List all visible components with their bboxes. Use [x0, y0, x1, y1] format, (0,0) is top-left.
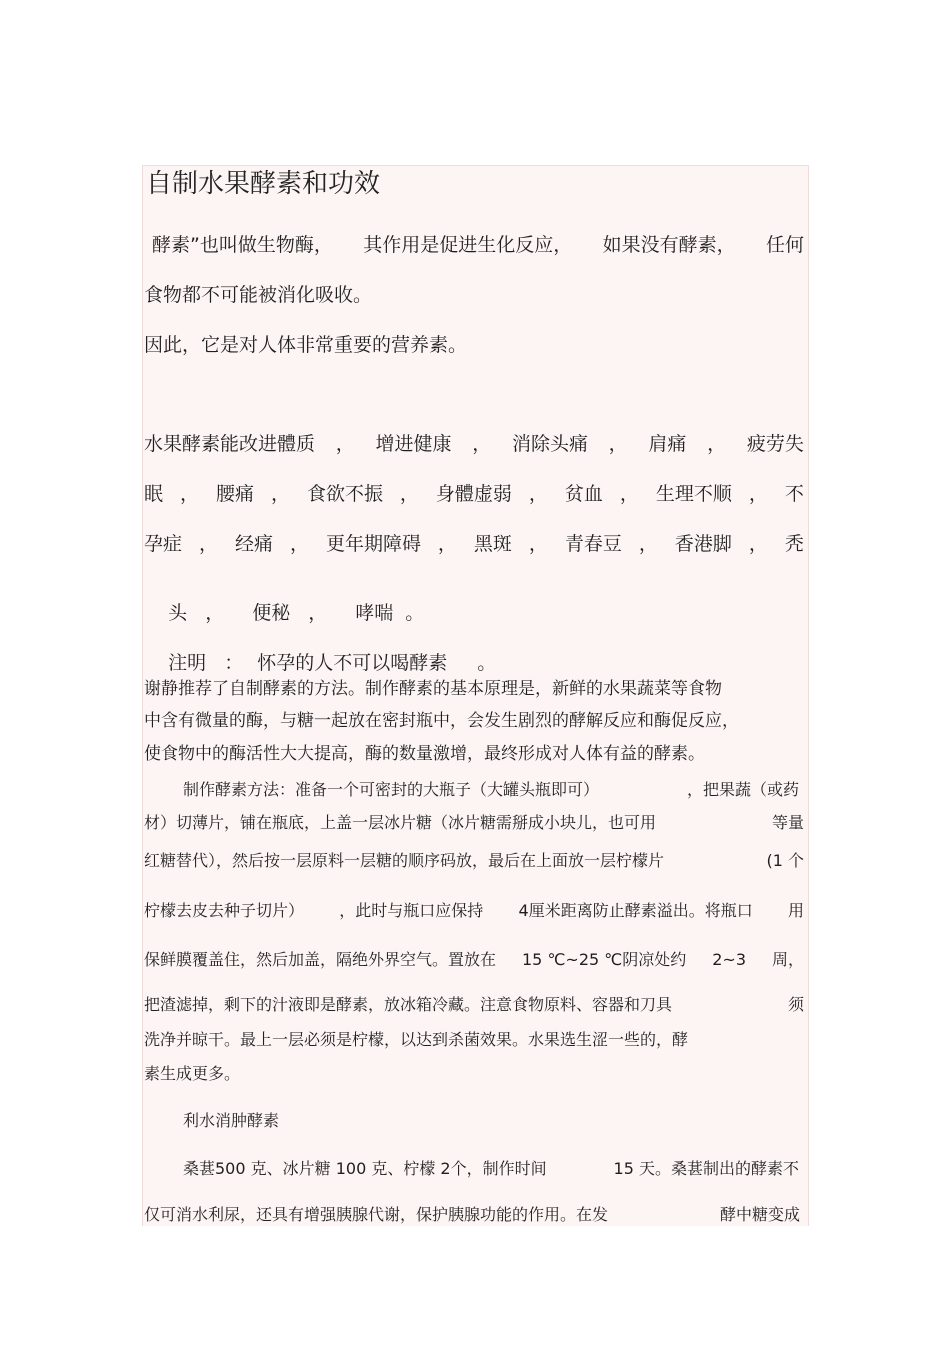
- method-text: 把渣滤掉，剩下的汁液即是酵素，放冰箱冷藏。注意食物原料、容器和刀具: [144, 995, 673, 1014]
- note-period: 。: [477, 652, 497, 674]
- intro-part: 酵素”也叫做生物酶，: [152, 234, 333, 256]
- method-line-8: 素生成更多。: [144, 1064, 241, 1083]
- benefit-term: 孕症: [144, 533, 183, 555]
- method-text: 保鲜膜覆盖住，然后加盖，隔绝外界空气。置放在: [144, 950, 497, 969]
- note-colon: ：: [224, 652, 244, 674]
- benefit-comma: ，: [707, 433, 727, 455]
- benefit-comma: ，: [748, 533, 768, 555]
- benefits-line-2: [144, 485, 804, 504]
- intro-part: 如果没有酵素，: [602, 234, 736, 256]
- benefit-comma: ，: [437, 533, 457, 555]
- principle-line-3: 使食物中的酶活性大大提高，酶的数量激增，最终形成对人体有益的酵素。: [144, 744, 705, 764]
- benefit-term: 哮喘: [355, 602, 394, 624]
- benefit-term: 腰痛: [215, 483, 254, 505]
- benefit-comma: ，: [270, 483, 290, 505]
- method-text: 柠檬去皮去种子切片）: [144, 901, 305, 920]
- benefit-term: 便秘: [252, 602, 291, 624]
- intro-line-3: 因此，它是对人体非常重要的营养素。: [144, 334, 468, 356]
- benefit-term: 眠: [144, 483, 164, 505]
- method-line-6: [144, 997, 804, 1013]
- intro-part: 任何: [765, 234, 804, 256]
- benefit-term: 贫血: [564, 483, 603, 505]
- benefit-comma: ，: [289, 533, 309, 555]
- benefit-comma: ，: [528, 533, 548, 555]
- benefits-line-4: [144, 585, 424, 642]
- benefit-term: 香港脚: [674, 533, 732, 555]
- benefit-term: 生理不顺: [655, 483, 732, 505]
- method-text: 2~3: [712, 950, 746, 969]
- benefits-line-1: [144, 435, 804, 454]
- benefit-comma: ，: [399, 483, 419, 505]
- benefit-term: 身體虚弱: [435, 483, 512, 505]
- benefit-term: 水果酵素能改进體质: [144, 433, 316, 455]
- benefit-term: 增进健康: [375, 433, 452, 455]
- method-text: 材）切薄片，铺在瓶底，上盖一层冰片糖（冰片糖需掰成小块儿，也可用: [144, 813, 657, 832]
- benefit-term: 黑斑: [473, 533, 512, 555]
- benefit-term: 经痛: [234, 533, 273, 555]
- principle-line-2: 中含有微量的酶，与糖一起放在密封瓶中，会发生剧烈的酵解反应和酶促反应，: [144, 711, 739, 731]
- method-line-2: [144, 815, 804, 831]
- document-title: 自制水果酵素和功效: [146, 169, 381, 199]
- benefit-comma: ，: [638, 533, 658, 555]
- benefit-term: 秃: [784, 533, 804, 555]
- method-line-3: [144, 853, 804, 869]
- benefit-term: 疲劳失: [746, 433, 804, 455]
- benefit-comma: ，: [179, 483, 199, 505]
- section-text: 桑葚500 克、冰片糖 100 克、柠檬 2个，制作时间: [183, 1159, 547, 1178]
- benefit-term: 消除头痛: [511, 433, 588, 455]
- method-text: ，把果蔬（或药: [686, 780, 799, 799]
- section-text: 15 天。桑葚制出的酵素不: [613, 1159, 799, 1178]
- method-line-7: 洗净并晾干。最上一层必须是柠檬，以达到杀菌效果。水果选生涩一些的，酵: [144, 1030, 689, 1049]
- method-text: 制作酵素方法：准备一个可密封的大瓶子（大罐头瓶即可）: [183, 780, 600, 799]
- benefits-line-3: [144, 535, 804, 554]
- method-text: ，此时与瓶口应保持: [339, 901, 484, 920]
- benefit-term: 更年期障碍: [325, 533, 421, 555]
- method-text: 红糖替代），然后按一层原料一层糖的顺序码放，最后在上面放一层柠檬片: [144, 851, 665, 870]
- method-text: 4厘米距离防止酵素溢出。将瓶口: [518, 901, 753, 920]
- benefit-comma: ，: [608, 433, 628, 455]
- benefit-comma: ，: [748, 483, 768, 505]
- section-line-1: [183, 1161, 799, 1177]
- intro-line-2: 食物都不可能被消化吸收。: [144, 284, 373, 306]
- benefit-comma: ，: [205, 602, 225, 624]
- benefit-term: 食欲不振: [306, 483, 383, 505]
- section-title: 利水消肿酵素: [183, 1111, 280, 1130]
- section-text: 仅可消水利尿，还具有增强胰腺代谢，保护胰腺功能的作用。在发: [144, 1205, 609, 1224]
- note-text: 怀孕的人不可以喝酵素: [257, 652, 448, 674]
- method-text: 须: [787, 995, 804, 1014]
- method-text: 周，: [771, 950, 804, 969]
- method-line-5: [144, 952, 804, 968]
- method-text: 15 ℃~25 ℃阴凉处约: [522, 950, 687, 969]
- benefit-comma: ，: [472, 433, 492, 455]
- section-text: 酵中糖变成: [719, 1205, 800, 1224]
- benefit-term: 肩痛: [648, 433, 687, 455]
- benefit-term: 头: [168, 602, 188, 624]
- method-text: (1 个: [766, 851, 804, 870]
- benefit-comma: ，: [528, 483, 548, 505]
- method-line-4: [144, 903, 804, 919]
- method-text: 等量: [771, 813, 804, 832]
- benefit-comma: ，: [335, 433, 355, 455]
- principle-line-1: 谢静推荐了自制酵素的方法。制作酵素的基本原理是，新鲜的水果蔬菜等食物: [144, 679, 722, 699]
- intro-part: 其作用是促进生化反应，: [363, 234, 573, 256]
- method-text: 用: [787, 901, 804, 920]
- benefit-comma: ，: [198, 533, 218, 555]
- benefit-period: 。: [405, 602, 425, 624]
- method-line-1: [183, 782, 799, 798]
- benefit-comma: ，: [308, 602, 328, 624]
- note-label: 注明: [168, 652, 207, 674]
- benefit-comma: ，: [619, 483, 639, 505]
- benefit-term: 不: [784, 483, 804, 505]
- intro-line-1: [152, 236, 804, 255]
- benefit-term: 青春豆: [564, 533, 622, 555]
- section-line-2: [144, 1207, 800, 1223]
